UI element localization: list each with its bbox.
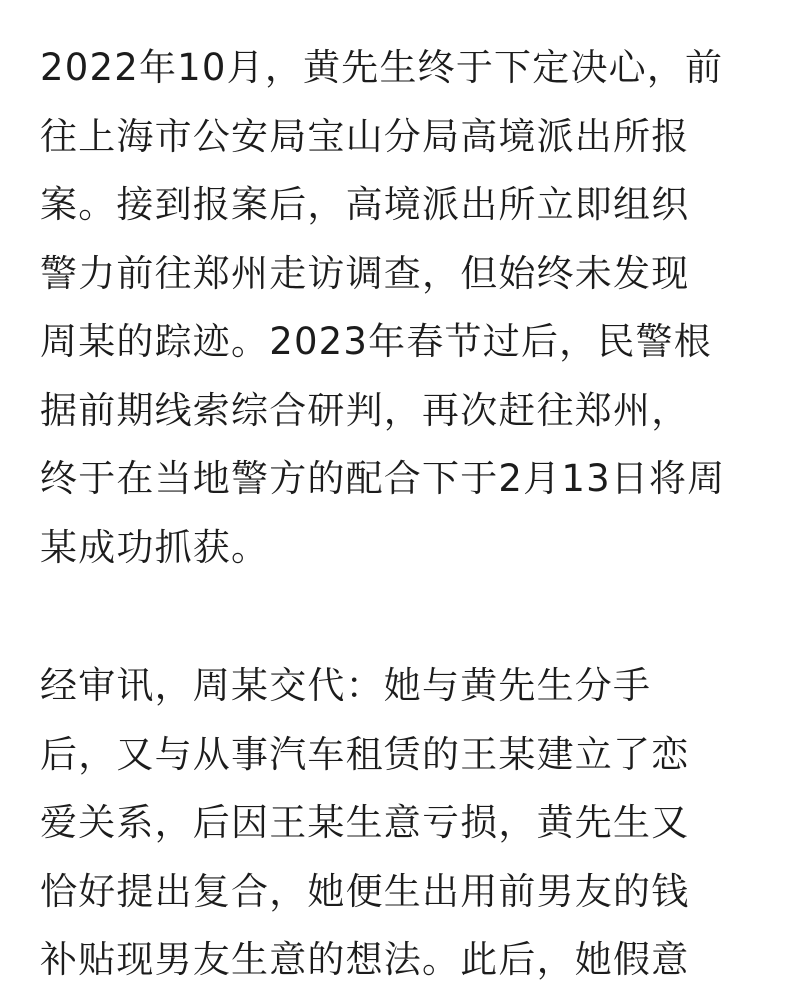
text-line: 恰好提出复合，她便生出用前男友的钱 — [40, 869, 690, 913]
text-line: 警力前往郑州走访调查，但始终未发现 — [40, 251, 690, 295]
text-line: 爱关系，后因王某生意亏损，黄先生又 — [40, 801, 690, 844]
paragraph-2 — [40, 652, 764, 995]
text-line: 后，又与从事汽车租赁的王某建立了恋 — [40, 732, 690, 776]
text-line: 案。接到报案后，高境派出所立即组织 — [40, 183, 690, 226]
text-line: 周某的踪迹。2023年春节过后，民警根 — [40, 320, 712, 363]
text-line: 经审讯，周某交代：她与黄先生分手 — [40, 664, 652, 707]
paragraph-spacer — [40, 582, 764, 652]
text-line: 某成功抓获。 — [40, 525, 270, 569]
text-line: 补贴现男友生意的想法。此后，她假意 — [40, 938, 690, 981]
text-line: 2022年10月，黄先生终于下定决心，前 — [40, 46, 724, 89]
paragraph-1 — [40, 34, 764, 582]
article-body — [40, 34, 764, 995]
text-line: 终于在当地警方的配合下于2月13日将周 — [40, 457, 726, 500]
text-line: 往上海市公安局宝山分局高境派出所报 — [40, 114, 690, 158]
text-line: 据前期线索综合研判，再次赶往郑州， — [40, 388, 690, 432]
